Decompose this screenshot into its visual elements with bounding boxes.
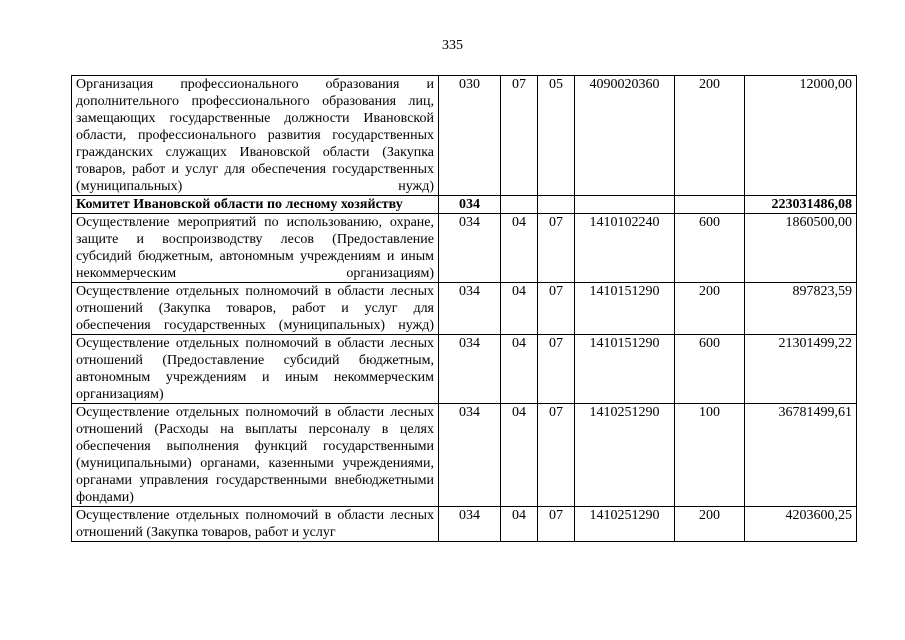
subsection-code: 07 xyxy=(538,507,575,542)
target-article-code: 1410251290 xyxy=(575,404,675,507)
target-article-code: 1410151290 xyxy=(575,335,675,404)
department-code: 034 xyxy=(439,507,501,542)
table-row xyxy=(72,214,857,283)
section-code: 07 xyxy=(501,76,538,196)
department-code: 034 xyxy=(439,283,501,335)
department-code: 034 xyxy=(439,404,501,507)
table-row xyxy=(72,76,857,196)
table-row xyxy=(72,283,857,335)
target-article-code: 1410102240 xyxy=(575,214,675,283)
expense-type-code: 600 xyxy=(675,335,745,404)
expense-description: Осуществление отдельных полномочий в области лесных отношений (Расходы на выплаты персоналу в целях обеспечения выполнения функций государственными (муниципальными) органами, казенными учреждениями, органами управления государственными внебюджетными фондами) xyxy=(72,404,439,507)
amount: 223031486,08 xyxy=(745,196,857,214)
target-article-code: 1410251290 xyxy=(575,507,675,542)
subsection-code: 07 xyxy=(538,283,575,335)
expense-type-code: 100 xyxy=(675,404,745,507)
expense-description: Комитет Ивановской области по лесному хозяйству xyxy=(72,196,439,214)
expense-description: Осуществление отдельных полномочий в области лесных отношений (Закупка товаров, работ и услуг xyxy=(72,507,439,542)
section-code xyxy=(501,196,538,214)
expense-description: Осуществление отдельных полномочий в области лесных отношений (Предоставление субсидий бюджетным, автономным учреждениям и иным некоммерческим организациям) xyxy=(72,335,439,404)
expense-description: Осуществление отдельных полномочий в области лесных отношений (Закупка товаров, работ и услуг для обеспечения государственных (муниципальных) нужд) xyxy=(72,283,439,335)
subsection-code: 07 xyxy=(538,214,575,283)
subsection-code: 07 xyxy=(538,404,575,507)
section-code: 04 xyxy=(501,283,538,335)
department-code: 030 xyxy=(439,76,501,196)
expense-description: Осуществление мероприятий по использованию, охране, защите и воспроизводству лесов (Предоставление субсидий бюджетным, автономным учреждениям и иным некоммерческим организациям) xyxy=(72,214,439,283)
section-code: 04 xyxy=(501,335,538,404)
table-row xyxy=(72,507,857,542)
section-code: 04 xyxy=(501,404,538,507)
amount: 1860500,00 xyxy=(745,214,857,283)
expense-type-code xyxy=(675,196,745,214)
target-article-code xyxy=(575,196,675,214)
expense-type-code: 200 xyxy=(675,283,745,335)
table-row xyxy=(72,404,857,507)
subsection-code xyxy=(538,196,575,214)
table-row xyxy=(72,335,857,404)
amount: 4203600,25 xyxy=(745,507,857,542)
section-code: 04 xyxy=(501,507,538,542)
budget-table xyxy=(71,75,857,542)
target-article-code: 4090020360 xyxy=(575,76,675,196)
amount: 36781499,61 xyxy=(745,404,857,507)
amount: 21301499,22 xyxy=(745,335,857,404)
expense-type-code: 600 xyxy=(675,214,745,283)
expense-description: Организация профессионального образования и дополнительного профессионального образования лиц, замещающих государственные должности Ивановской области, профессионального развития государственных гражданских служащих Ивановской области (Закупка товаров, работ и услуг для обеспечения государственных (муниципальных) нужд) xyxy=(72,76,439,196)
subsection-code: 07 xyxy=(538,335,575,404)
page-number: 335 xyxy=(442,38,463,53)
section-code: 04 xyxy=(501,214,538,283)
target-article-code: 1410151290 xyxy=(575,283,675,335)
expense-type-code: 200 xyxy=(675,76,745,196)
budget-table-body xyxy=(72,76,857,542)
department-code: 034 xyxy=(439,335,501,404)
amount: 897823,59 xyxy=(745,283,857,335)
department-total-row xyxy=(72,196,857,214)
department-code: 034 xyxy=(439,196,501,214)
subsection-code: 05 xyxy=(538,76,575,196)
amount: 12000,00 xyxy=(745,76,857,196)
expense-type-code: 200 xyxy=(675,507,745,542)
department-code: 034 xyxy=(439,214,501,283)
